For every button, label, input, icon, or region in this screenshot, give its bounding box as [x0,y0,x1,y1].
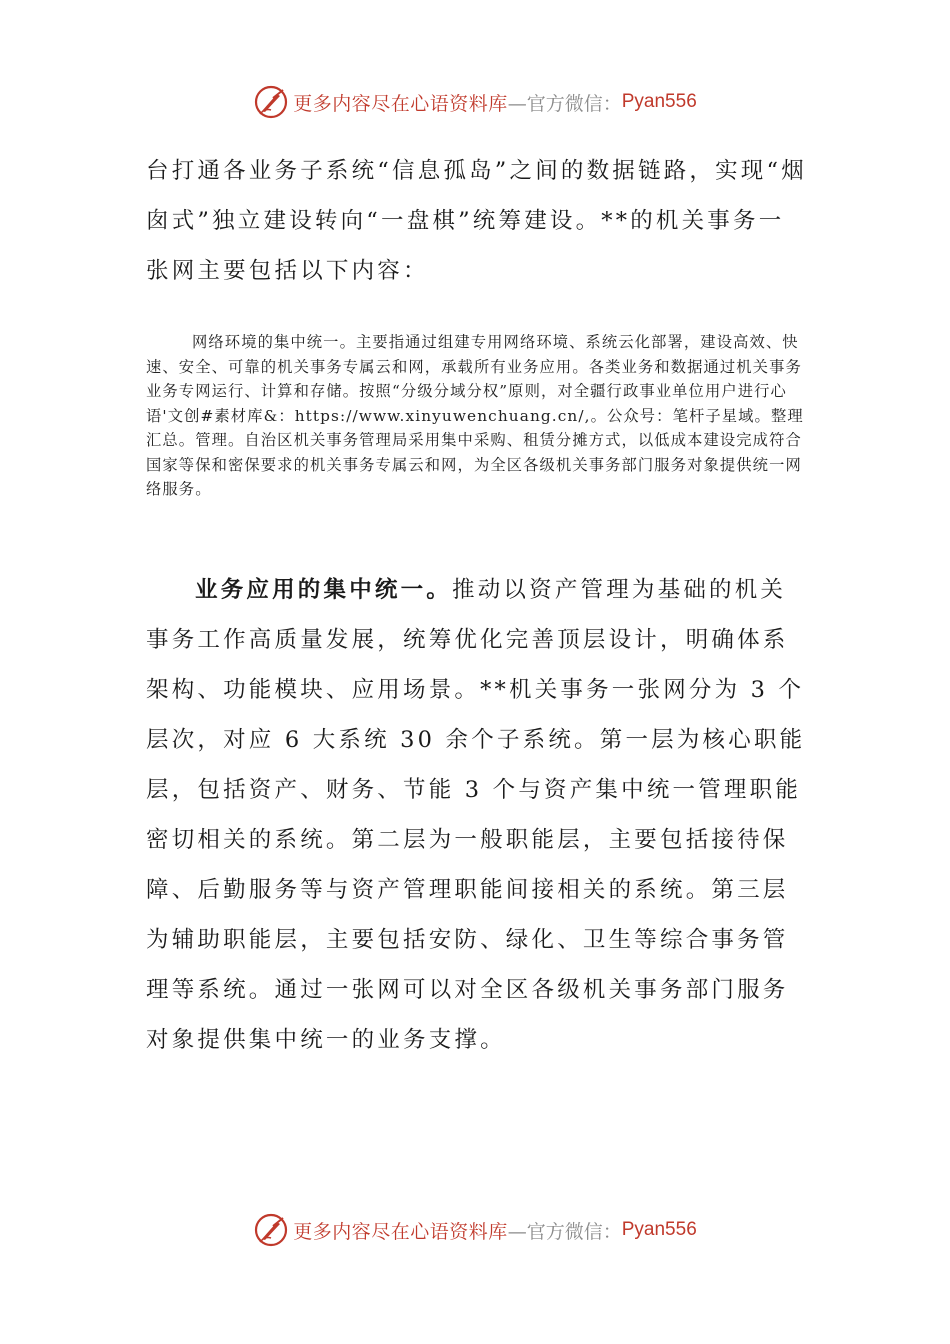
quill-pen-circle-icon [253,84,289,120]
paragraph-1: 台打通各业务子系统“信息孤岛”之间的数据链路，实现“烟囱式”独立建设转向“一盘棋”统筹建设。**的机关事务一张网主要包括以下内容： [146,158,807,284]
paragraph-3-heading: 业务应用的集中统一。 [195,577,453,603]
paragraph-2: 网络环境的集中统一。主要指通过组建专用网络环境、系统云化部署，建设高效、快速、安全、可靠的机关事务专属云和网，承载所有业务应用。各类业务和数据通过机关事务业务专网运行、计算和存储。按照“分级分域分权”原则，对全疆行政事业单位用户进行心语'文创#素材库&：https://www.xinyuwenchuang.cn/,。公众号：笔杆子星域。整理汇总。管理。自治区机关事务管理局采用集中采购、租赁分摊方式，以低成本建设完成符合国家等保和密保要求的机关事务专属云和网，为全区各级机关事务部门服务对象提供统一网络服务。 [146,333,804,498]
footer-banner-title: 更多内容尽在心语资料库 [293,1220,508,1243]
footer-banner-subtitle: —官方微信： [507,1220,622,1243]
paragraph-3 [146,565,810,1065]
inserted-small-paragraph [146,330,810,502]
paragraph-3-body: 推动以资产管理为基础的机关事务工作高质量发展，统筹优化完善顶层设计，明确体系架构、功能模块、应用场景。**机关事务一张网分为 3 个层次，对应 6 大系统 30 余个子系统。第一层为核心职能层，包括资产、财务、节能 3 个与资产集中统一管理职能密切相关的系统。第二层为一般职能层，主要包括接待保障、后勤服务等与资产管理职能间接相关的系统。第三层为辅助职能层，主要包括安防、绿化、卫生等综合事务管理等系统。通过一张网可以对全区各级机关事务部门服务对象提供集中统一的业务支撑。 [146,577,806,1053]
header-banner [0,82,950,122]
footer-banner-wechat-id: Pyan556 [621,1219,697,1240]
paragraph-continuation [146,146,810,296]
banner-title: 更多内容尽在心语资料库 [293,92,508,115]
banner-subtitle: —官方微信： [507,92,622,115]
paragraph-business-apps [146,565,810,1065]
footer-banner [0,1210,950,1250]
quill-pen-circle-icon [253,1212,289,1248]
banner-wechat-id: Pyan556 [621,91,697,112]
